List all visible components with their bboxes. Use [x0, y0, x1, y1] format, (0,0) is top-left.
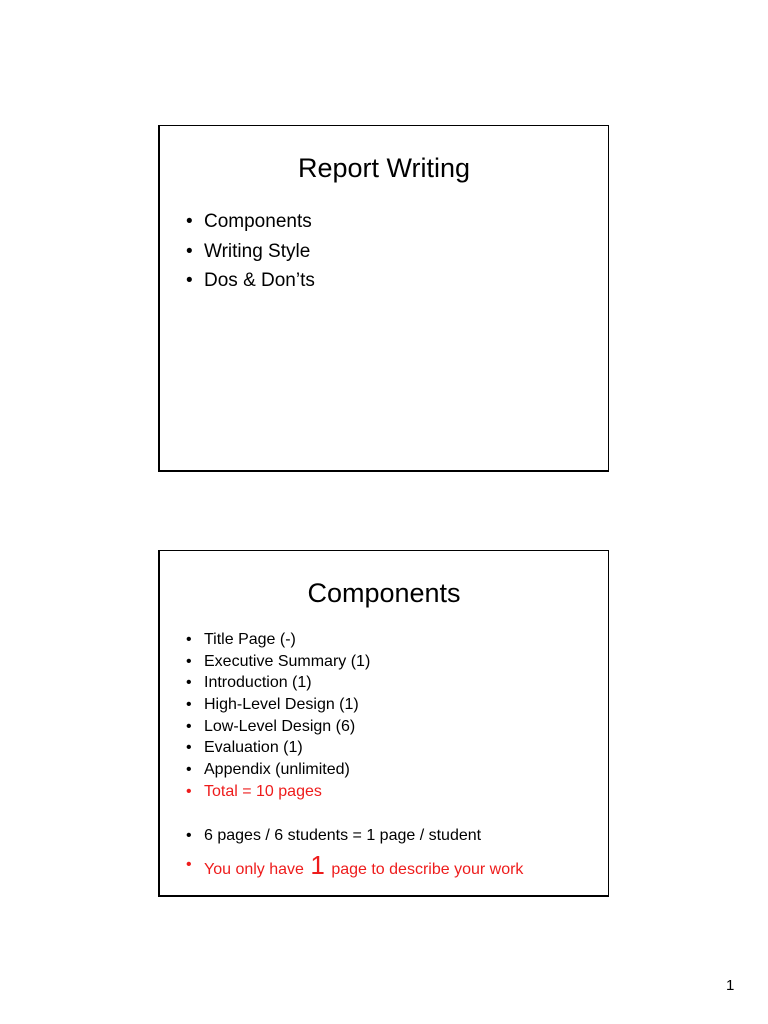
bullet-icon: •	[186, 652, 192, 670]
list-item	[186, 210, 586, 240]
list-item	[186, 760, 586, 782]
slide-title: Components	[307, 578, 461, 608]
list-item-warning	[186, 850, 606, 882]
bullet-icon: •	[186, 240, 193, 262]
list-item	[186, 738, 586, 760]
list-item	[186, 630, 586, 652]
list-item-text: 6 pages / 6 students = 1 page / student	[204, 827, 482, 844]
list-item-text: Introduction (1)	[204, 674, 312, 692]
bullet-icon: •	[186, 631, 192, 648]
bullet-icon: •	[186, 696, 192, 714]
bullet-icon: •	[186, 674, 192, 692]
warning-text-after: page to describe your work	[331, 861, 524, 878]
bullet-list	[186, 210, 586, 299]
list-item	[186, 695, 586, 717]
bullet-icon: •	[186, 782, 192, 800]
list-item-text: Title Page (-)	[204, 631, 296, 648]
list-item-text: Evaluation (1)	[204, 739, 303, 757]
slide-title: Report Writing	[297, 153, 471, 183]
list-item-text: High-Level Design (1)	[204, 696, 359, 714]
bullet-icon: •	[186, 717, 192, 735]
list-item-text	[204, 850, 524, 880]
list-item-text: Writing Style	[204, 240, 311, 262]
slide-components	[158, 550, 609, 897]
bullet-icon: •	[186, 856, 192, 873]
warning-text-before: You only have	[204, 861, 304, 878]
slide-report-writing	[158, 125, 609, 472]
bullet-icon: •	[186, 827, 192, 844]
list-item	[186, 673, 586, 695]
list-item-text: Components	[204, 211, 312, 232]
list-item	[186, 717, 586, 739]
list-item-text: Total = 10 pages	[204, 782, 322, 800]
bullet-list-notes	[186, 826, 606, 882]
list-item	[186, 240, 586, 270]
bullet-list	[186, 630, 586, 804]
page-number: 1	[726, 977, 735, 994]
list-item	[186, 826, 606, 850]
list-item-total	[186, 782, 586, 804]
bullet-icon: •	[186, 211, 193, 232]
list-item-text: Appendix (unlimited)	[204, 761, 350, 779]
bullet-icon: •	[186, 739, 192, 757]
list-item	[186, 269, 586, 299]
list-item-text: Dos & Don’ts	[204, 270, 315, 291]
list-item-text: Low-Level Design (6)	[204, 717, 356, 735]
bullet-icon: •	[186, 270, 193, 291]
bullet-icon: •	[186, 761, 192, 779]
emphasis-number: 1	[310, 850, 325, 880]
list-item-text: Executive Summary (1)	[204, 652, 371, 670]
list-item	[186, 652, 586, 674]
